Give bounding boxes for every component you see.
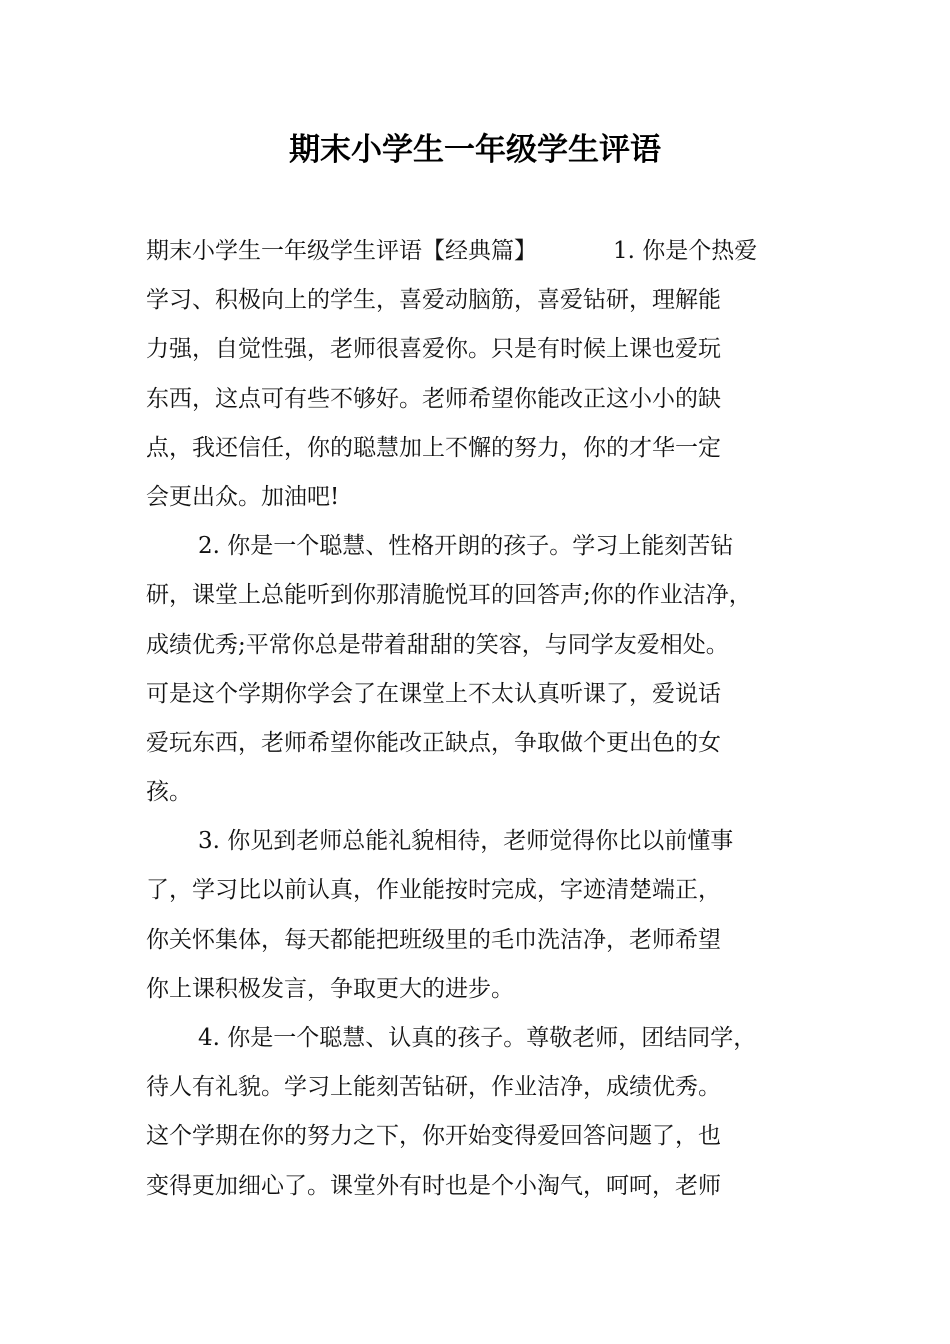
- text-line: 这个学期在你的努力之下，你开始变得爱回答问题了，也: [146, 1123, 721, 1150]
- paragraph-start-line: 3. 你见到老师总能礼貌相待，老师觉得你比以前懂事: [198, 828, 734, 855]
- paragraph-start-line: 4. 你是一个聪慧、认真的孩子。尊敬老师，团结同学，: [198, 1025, 757, 1051]
- text-line: 会更出众。加油吧!: [146, 483, 340, 510]
- text-line: 你上课积极发言，争取更大的进步。: [146, 975, 514, 1002]
- text-line: 爱玩东西，老师希望你能改正缺点，争取做个更出色的女: [146, 729, 721, 756]
- text-line: 孩。: [146, 779, 192, 806]
- text-line: 可是这个学期你学会了在课堂上不太认真听课了，爱说话: [146, 680, 721, 707]
- text-line: 研，课堂上总能听到你那清脆悦耳的回答声;你的作业洁净，: [146, 582, 752, 609]
- text-line: 成绩优秀;平常你总是带着甜甜的笑容，与同学友爱相处。: [146, 631, 729, 658]
- text-line: 你关怀集体，每天都能把班级里的毛巾洗洁净，老师希望: [146, 926, 721, 953]
- text-line: 待人有礼貌。学习上能刻苦钻研，作业洁净，成绩优秀。: [146, 1074, 721, 1101]
- paragraph-start-line: 2. 你是一个聪慧、性格开朗的孩子。学习上能刻苦钻: [198, 533, 734, 560]
- text-line: 东西，这点可有些不够好。老师希望你能改正这小小的缺: [146, 385, 721, 412]
- text-line: 学习、积极向上的学生，喜爱动脑筋，喜爱钻研，理解能: [146, 287, 721, 314]
- document-body: [146, 227, 826, 1211]
- text-line: 力强，自觉性强，老师很喜爱你。只是有时候上课也爱玩: [146, 336, 721, 363]
- line-text-continued: 1. 你是个热爱: [613, 238, 758, 264]
- document-title: 期末小学生一年级学生评语: [289, 132, 661, 168]
- text-line: 了，学习比以前认真，作业能按时完成，字迹清楚端正，: [146, 877, 721, 904]
- text-line: 点，我还信任，你的聪慧加上不懈的努力，你的才华一定: [146, 434, 721, 461]
- text-line: [146, 227, 826, 276]
- line-text: 期末小学生一年级学生评语【经典篇】: [146, 238, 537, 264]
- text-line: 变得更加细心了。课堂外有时也是个小淘气，呵呵，老师: [146, 1172, 721, 1199]
